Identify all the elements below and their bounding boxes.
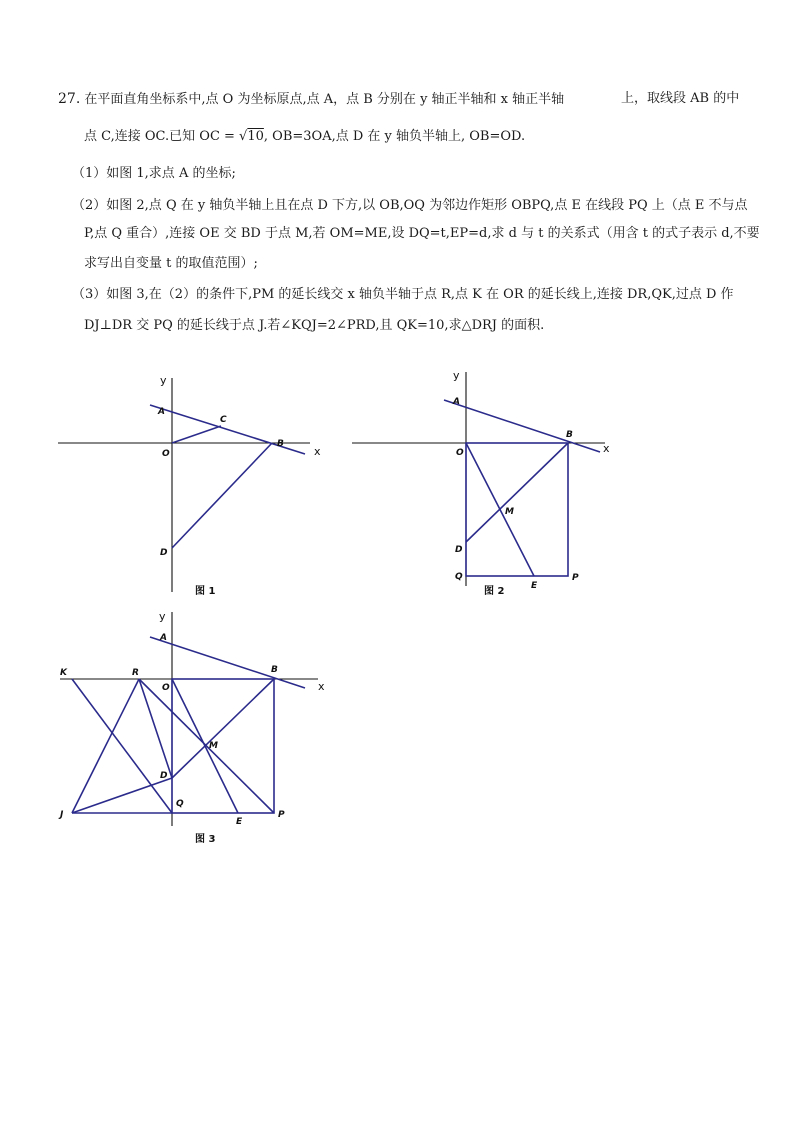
fig1-label-B: B xyxy=(277,439,284,449)
problem-number: 27. xyxy=(58,91,81,107)
fig3-segment-QK xyxy=(72,679,172,813)
fig2-label-B: B xyxy=(566,430,573,440)
part-1: （1）如图 1,求点 A 的坐标; xyxy=(72,166,236,181)
fig3-label-M: M xyxy=(209,741,218,751)
fig1-label-D: D xyxy=(160,548,168,558)
fig2-label-A: A xyxy=(453,397,460,407)
fig3-caption: 图 3 xyxy=(195,834,216,845)
problem-stem-part-b: 上，取线段 AB 的中 xyxy=(621,91,740,106)
fig3-label-R: R xyxy=(132,668,139,678)
fig2-label-E: E xyxy=(531,581,538,591)
part-2-line-3: 求写出自变量 t 的取值范围）; xyxy=(84,256,258,271)
fig3-label-E: E xyxy=(236,817,243,827)
fig1-segment-OC xyxy=(172,426,221,443)
fig2-label-y: y xyxy=(453,369,460,382)
fig3-segment-OE xyxy=(172,679,238,813)
fig3-label-Q: Q xyxy=(176,799,184,809)
fig3-label-J: J xyxy=(60,810,64,820)
fig1-label-O: O xyxy=(162,449,170,459)
fig1-caption: 图 1 xyxy=(195,586,216,597)
fig1-label-A: A xyxy=(158,407,165,417)
problem-given-a: 点 C,连接 OC.已知 OC = √ xyxy=(84,129,248,144)
fig3-segment-DR xyxy=(139,679,172,778)
fig1-label-x: x xyxy=(314,445,321,458)
fig3-label-B: B xyxy=(271,665,278,675)
fig3-rectangle-OBPQ xyxy=(172,679,274,813)
fig1-label-y: y xyxy=(160,374,167,387)
fig2-label-M: M xyxy=(505,507,514,517)
fig3-label-P: P xyxy=(278,810,285,820)
part-3-line-1: （3）如图 3,在（2）的条件下,PM 的延长线交 x 轴负半轴于点 R,点 K 在 OR 的延长线上,连接 DR,QK,过点 D 作 xyxy=(72,287,734,302)
problem-stem-part-a: 在平面直角坐标系中,点 O 为坐标原点,点 A，点 B 分别在 y 轴正半轴和 x 轴正半轴 xyxy=(84,92,565,107)
fig2-label-x: x xyxy=(603,442,610,455)
fig3-label-x: x xyxy=(318,680,325,693)
fig3-label-O: O xyxy=(162,683,170,693)
fig2-label-O: O xyxy=(456,448,464,458)
fig3-label-A: A xyxy=(160,633,167,643)
fig3-label-K: K xyxy=(60,668,67,678)
fig3-label-D: D xyxy=(160,771,168,781)
part-2-line-2: P,点 Q 重合）,连接 OE 交 BD 于点 M,若 OM=ME,设 DQ=t,EP=d,求 d 与 t 的关系式（用含 t 的式子表示 d,不要 xyxy=(84,226,760,241)
fig1-segment-BD xyxy=(172,443,272,548)
part-3-line-2: DJ⊥DR 交 PQ 的延长线于点 J.若∠KQJ=2∠PRD,且 QK=10,求△DRJ 的面积. xyxy=(84,318,545,333)
sqrt-radicand: 10 xyxy=(247,129,264,144)
fig2-rectangle-OBPQ xyxy=(466,443,568,576)
fig2-label-P: P xyxy=(572,573,579,583)
fig3-label-y: y xyxy=(159,610,166,623)
problem-given-b: , OB=3OA,点 D 在 y 轴负半轴上, OB=OD. xyxy=(263,129,526,144)
fig2-label-D: D xyxy=(455,545,463,555)
part-2-line-1: （2）如图 2,点 Q 在 y 轴负半轴上且在点 D 下方,以 OB,OQ 为邻边作矩形 OBPQ,点 E 在线段 PQ 上（点 E 不与点 xyxy=(72,198,748,213)
fig2-caption: 图 2 xyxy=(484,586,505,597)
fig2-segment-OE xyxy=(466,443,534,576)
fig1-label-C: C xyxy=(220,415,227,425)
fig2-label-Q: Q xyxy=(455,572,463,582)
fig2-segment-BD xyxy=(466,443,568,542)
